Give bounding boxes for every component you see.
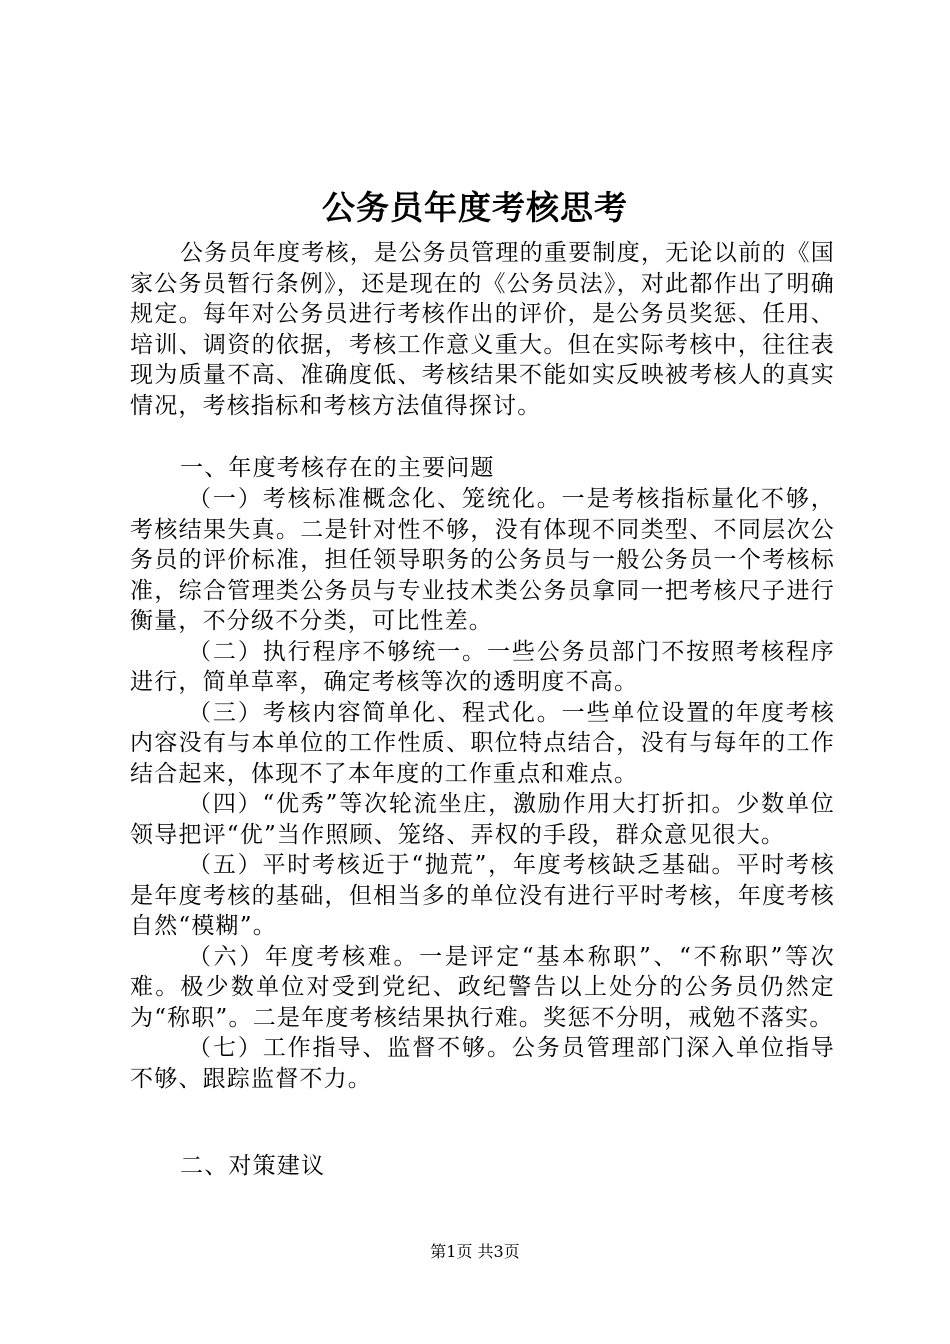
problem-item: （六）年度考核难。一是评定“基本称职”、“不称职”等次难。极少数单位对受到党纪、政纪警告以上处分的公务员仍然定为“称职”。二是年度考核结果执行难。奖惩不分明，戒勉不落实。 <box>130 943 835 1031</box>
problem-item: （二）执行程序不够统一。一些公务员部门不按照考核程序进行，简单草率，确定考核等次的透明度不高。 <box>130 638 835 695</box>
problem-item: （五）平时考核近于“抛荒”，年度考核缺乏基础。平时考核是年度考核的基础，但相当多的单位没有进行平时考核，年度考核自然“模糊”。 <box>130 852 835 939</box>
problem-item: （一）考核标准概念化、笼统化。一是考核指标量化不够，考核结果失真。二是针对性不够，没有体现不同类型、不同层次公务员的评价标准，担任领导职务的公务员与一般公务员一个考核标准，综合管理类公务员与专业技术类公务员拿同一把考核尺子进行衡量，不分级不分类，可比性差。 <box>130 486 835 634</box>
intro-paragraph: 公务员年度考核，是公务员管理的重要制度，无论以前的《国家公务员暂行条例》，还是现在的《公务员法》，对此都作出了明确规定。每年对公务员进行考核作出的评价，是公务员奖惩、任用、培训、调资的依据，考核工作意义重大。但在实际考核中，往往表现为质量不高、准确度低、考核结果不能如实反映被考核人的真实情况，考核指标和考核方法值得探讨。 <box>130 240 835 419</box>
problem-list <box>130 484 835 1094</box>
section-heading-suggestions: 二、对策建议 <box>180 1153 326 1179</box>
section-heading-problems: 一、年度考核存在的主要问题 <box>180 455 495 481</box>
document-title: 公务员年度考核思考 <box>322 188 628 227</box>
problem-item: （三）考核内容简单化、程式化。一些单位设置的年度考核内容没有与本单位的工作性质、职位特点结合，没有与每年的工作结合起来，体现不了本年度的工作重点和难点。 <box>130 699 835 787</box>
problem-item: （七）工作指导、监督不够。公务员管理部门深入单位指导不够、跟踪监督不力。 <box>130 1035 835 1092</box>
problem-item: （四）“优秀”等次轮流坐庄，激励作用大打折扣。少数单位领导把评“优”当作照顾、笼络、弄权的手段，群众意见很大。 <box>130 791 835 848</box>
page-number-footer: 第1页 共3页 <box>430 1242 520 1261</box>
